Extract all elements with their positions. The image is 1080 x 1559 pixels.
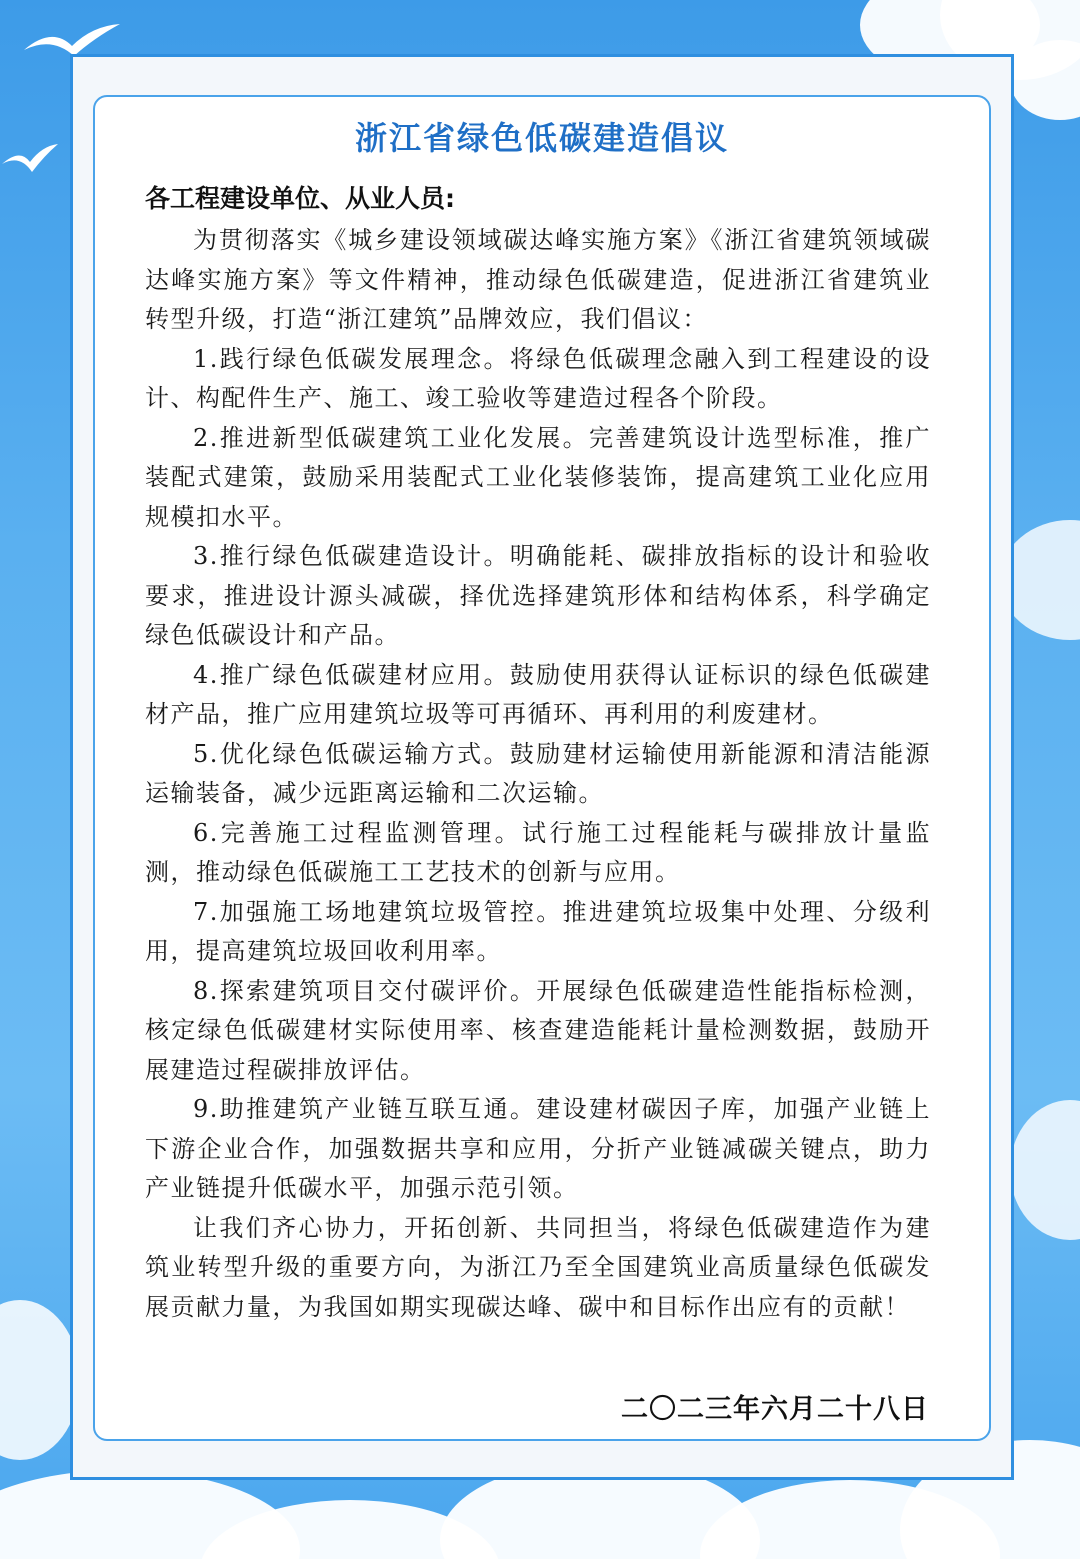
list-item: 8.探索建筑项目交付碳评价。开展绿色低碳建造性能指标检测，核定绿色低碳建材实际使用率、核查建造能耗计量检测数据，鼓励开展建造过程碳排放评估。 <box>145 976 931 1084</box>
document-body <box>145 221 931 1327</box>
bird-icon <box>0 140 60 180</box>
list-item: 2.推进新型低碳建筑工业化发展。完善建筑设计选型标准，推广装配式建策，鼓励采用装配式工业化装修装饰，提高建筑工业化应用规模扣水平。 <box>145 423 931 531</box>
intro-paragraph: 为贯彻落实《城乡建设领域碳达峰实施方案》《浙江省建筑领域碳达峰实施方案》等文件精神，推动绿色低碳建造，促进浙江省建筑业转型升级，打造“浙江建筑”品牌效应，我们倡议： <box>145 226 931 333</box>
list-item: 3.推行绿色低碳建造设计。明确能耗、碳排放指标的设计和验收要求，推进设计源头减碳，择优选择建筑形体和结构体系，科学确定绿色低碳设计和产品。 <box>145 542 931 649</box>
salutation: 各工程建设单位、从业人员: <box>145 184 455 213</box>
cloud <box>0 1300 80 1460</box>
list-item: 5.优化绿色低碳运输方式。鼓励建材运输使用新能源和清洁能源运输装备，减少远距离运输和二次运输。 <box>145 739 931 807</box>
closing-paragraph: 让我们齐心协力，开拓创新、共同担当，将绿色低碳建造作为建筑业转型升级的重要方向，为浙江乃至全国建筑业高质量绿色低碳发展贡献力量，为我国如期实现碳达峰、碳中和目标作出应有的贡献！ <box>145 1213 931 1321</box>
outer-frame <box>70 54 1014 1480</box>
list-item: 9.助推建筑产业链互联互通。建设建材碳因子库，加强产业链上下游企业合作，加强数据共享和应用，分折产业链减碳关键点，助力产业链提升低碳水平，加强示范引领。 <box>145 1095 931 1202</box>
document-card <box>93 95 991 1441</box>
cloud <box>1010 1100 1080 1240</box>
list-item: 7.加强施工场地建筑垃圾管控。推进建筑垃圾集中处理、分级利用，提高建筑垃圾回收利用率。 <box>145 897 931 965</box>
list-item: 4.推广绿色低碳建材应用。鼓励使用获得认证标识的绿色低碳建材产品，推广应用建筑垃圾等可再循环、再利用的利废建材。 <box>145 660 931 728</box>
document-date: 二〇二三年六月二十八日 <box>621 1394 929 1425</box>
list-item: 1.践行绿色低碳发展理念。将绿色低碳理念融入到工程建设的设计、构配件生产、施工、竣工验收等建造过程各个阶段。 <box>145 344 931 412</box>
page-title: 浙江省绿色低碳建造倡议 <box>354 119 729 157</box>
list-item: 6.完善施工过程监测管理。试行施工过程能耗与碳排放计量监测，推动绿色低碳施工工艺技术的创新与应用。 <box>145 818 931 886</box>
